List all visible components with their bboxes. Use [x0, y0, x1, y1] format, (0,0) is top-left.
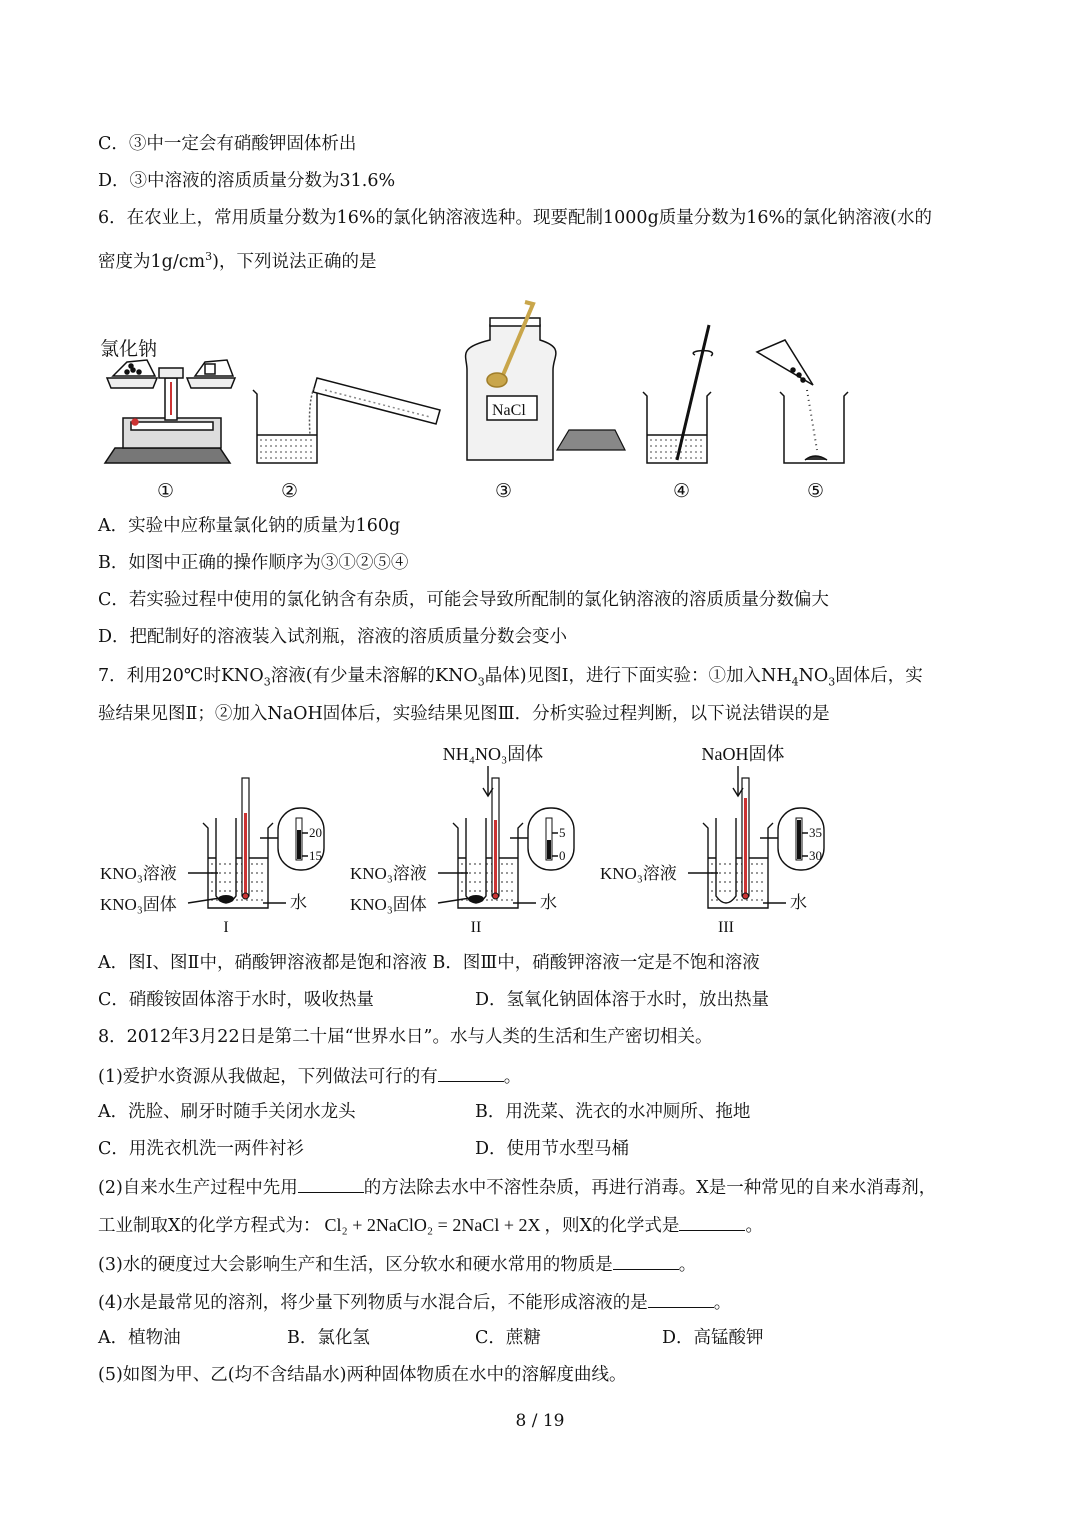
- experiment-panel-1: [188, 778, 324, 908]
- panel-roman-label: III: [718, 919, 734, 936]
- q8-stem: 8．2012年3月22日是第二十届“世界水日”。水与人类的生活和生产密切相关。: [98, 1027, 713, 1047]
- thermometer-tick-lower: 15: [309, 848, 322, 863]
- experiment-panel-3: [688, 766, 824, 908]
- q7-stem-b: 溶液(有少量未溶解的KNO: [270, 666, 478, 686]
- beaker-pouring-solid-icon: [757, 340, 848, 463]
- q8-part2-line2: [98, 1212, 763, 1238]
- q8-part1-option-a: A．洗脸、刷牙时随手关闭水龙头: [98, 1102, 356, 1122]
- q6-option-b: B．如图中正确的操作顺序为③①②⑤④: [98, 553, 409, 573]
- step-5-label: ⑤: [807, 481, 825, 502]
- q7-stem-e: 固体后，实: [835, 666, 923, 686]
- q7-sub4: 3: [828, 675, 836, 689]
- q7-stem-line2: 验结果见图Ⅱ；②加入NaOH固体后，实验结果见图Ⅲ．分析实验过程判断，以下说法错误的是: [98, 704, 830, 724]
- q7-figure: [98, 738, 858, 938]
- kno3-solution-label: KNO₃溶液: [600, 864, 677, 883]
- q8-part1-text: (1)爱护水资源从我做起，下列做法可行的有: [98, 1067, 438, 1087]
- q7-stem-a: 7．利用20℃时KNO: [98, 666, 264, 686]
- stopper-icon: [557, 430, 625, 450]
- q7-sub2: 3: [477, 675, 485, 689]
- thermometer-tick-upper: 35: [809, 825, 822, 840]
- added-solid-label: NH₄NO₃固体: [442, 744, 544, 764]
- beaker-with-cylinder-icon: [253, 378, 440, 463]
- nacl-label: 氯化钠: [100, 339, 158, 360]
- q8-part1-end: 。: [503, 1067, 522, 1087]
- step-1-label: ①: [157, 481, 175, 502]
- page-number: 8 / 19: [515, 1411, 565, 1431]
- added-solid-label: NaOH固体: [701, 744, 785, 764]
- q8-part2-b: 的方法除去水中不溶性杂质，再进行消毒。X是一种常见的自来水消毒剂，: [363, 1178, 937, 1198]
- q5-option-c: C．③中一定会有硝酸钾固体析出: [98, 134, 357, 154]
- q6-stem-line2-b: )，下列说法正确的是: [212, 251, 377, 272]
- q7-sub3: 4: [791, 675, 799, 689]
- q8-part4-text: (4)水是最常见的溶剂，将少量下列物质与水混合后，不能形成溶液的是: [98, 1293, 648, 1313]
- q8-part4-end: 。: [713, 1293, 732, 1313]
- thermometer-tick-upper: 20: [309, 825, 322, 840]
- q8-part5: (5)如图为甲、乙(均不含结晶水)两种固体物质在水中的溶解度曲线。: [98, 1365, 627, 1385]
- q7-sub1: 3: [263, 675, 271, 689]
- q7-stem-d: NO: [798, 666, 829, 686]
- q8-part1-option-c: C．用洗衣机洗一两件衬衫: [98, 1139, 304, 1159]
- q6-stem-line2: [98, 245, 376, 274]
- q8-part1: [98, 1063, 521, 1089]
- q6-option-c: C．若实验过程中使用的氯化钠含有杂质，可能会导致所配制的氯化钠溶液的溶质质量分数偏大: [98, 590, 829, 610]
- q8-equation: Cl₂ + 2NaClO₂ = 2NaCl + 2X: [324, 1215, 541, 1235]
- panel-roman-label: I: [223, 919, 229, 936]
- q7-stem-c: 晶体)见图Ⅰ，进行下面实验：①加入NH: [484, 666, 792, 686]
- q8-part4-option-a: A．植物油: [98, 1328, 181, 1348]
- q8-part3-text: (3)水的硬度过大会影响生产和生活，区分软水和硬水常用的物质是: [98, 1255, 613, 1275]
- q8-part4-option-b: B．氯化氢: [287, 1328, 370, 1348]
- thermometer-tick-upper: 5: [559, 825, 566, 840]
- thermometer-tick-lower: 30: [809, 848, 822, 863]
- q8-part2-blank1[interactable]: [298, 1174, 364, 1193]
- thermometer-tick-lower: 0: [559, 848, 566, 863]
- beaker-with-glass-rod-icon: [643, 325, 712, 463]
- q8-part4-option-d: D．高锰酸钾: [662, 1328, 764, 1348]
- water-label: 水: [290, 893, 307, 912]
- q8-part3-end: 。: [678, 1255, 697, 1275]
- step-3-label: ③: [495, 481, 513, 502]
- reagent-bottle-icon: [466, 302, 556, 460]
- q8-part4-blank[interactable]: [648, 1289, 714, 1308]
- q7-option-c: C．硝酸铵固体溶于水时，吸收热量: [98, 990, 374, 1010]
- q8-part3: [98, 1251, 696, 1277]
- q7-option-d: D．氢氧化钠固体溶于水时，放出热量: [475, 990, 770, 1010]
- q8-part1-blank[interactable]: [438, 1063, 504, 1082]
- q7-stem-line1: [98, 664, 923, 695]
- q6-stem-sup: 3: [205, 250, 213, 263]
- kno3-solid-label: KNO₃固体: [350, 895, 427, 914]
- water-label: 水: [540, 893, 557, 912]
- q8-part2-line1: [98, 1174, 936, 1200]
- kno3-solution-label: KNO₃溶液: [350, 864, 427, 883]
- q7-options-ab: A．图Ⅰ、图Ⅱ中，硝酸钾溶液都是饱和溶液 B．图Ⅲ中，硝酸钾溶液一定是不饱和溶液: [98, 953, 760, 973]
- q8-part2-d: ，则X的化学式是: [544, 1216, 680, 1236]
- panel-roman-label: II: [470, 919, 482, 936]
- q6-option-d: D．把配制好的溶液装入试剂瓶，溶液的溶质质量分数会变小: [98, 627, 568, 647]
- q8-part2-end: 。: [745, 1216, 763, 1236]
- q6-stem-line2-a: 密度为1g/cm: [98, 251, 206, 272]
- q8-part2-a: (2)自来水生产过程中先用: [98, 1178, 298, 1198]
- q8-part3-blank[interactable]: [613, 1251, 679, 1270]
- q6-figure: [95, 300, 865, 505]
- q8-part4-option-c: C．蔗糖: [475, 1328, 541, 1348]
- q8-part1-option-d: D．使用节水型马桶: [475, 1139, 630, 1159]
- step-2-label: ②: [281, 481, 299, 502]
- q8-part4: [98, 1289, 731, 1315]
- kno3-solid-label: KNO₃固体: [100, 895, 177, 914]
- q8-part2-blank2[interactable]: [679, 1212, 745, 1231]
- water-label: 水: [790, 893, 807, 912]
- q6-stem-line1: 6．在农业上，常用质量分数为16%的氯化钠溶液选种。现要配制1000g质量分数为16%的氯化钠溶液(水的: [98, 208, 932, 228]
- q8-part1-option-b: B．用洗菜、洗衣的水冲厕所、拖地: [475, 1102, 751, 1122]
- balance-icon: [105, 360, 235, 463]
- q5-option-d: D．③中溶液的溶质质量分数为31.6%: [98, 171, 396, 191]
- kno3-solution-label: KNO₃溶液: [100, 864, 177, 883]
- step-4-label: ④: [673, 481, 691, 502]
- q6-option-a: A．实验中应称量氯化钠的质量为160g: [98, 516, 401, 536]
- bottle-label: NaCl: [492, 402, 526, 419]
- experiment-panel-2: [438, 766, 574, 908]
- q8-part2-c: 工业制取X的化学方程式为：: [98, 1216, 321, 1236]
